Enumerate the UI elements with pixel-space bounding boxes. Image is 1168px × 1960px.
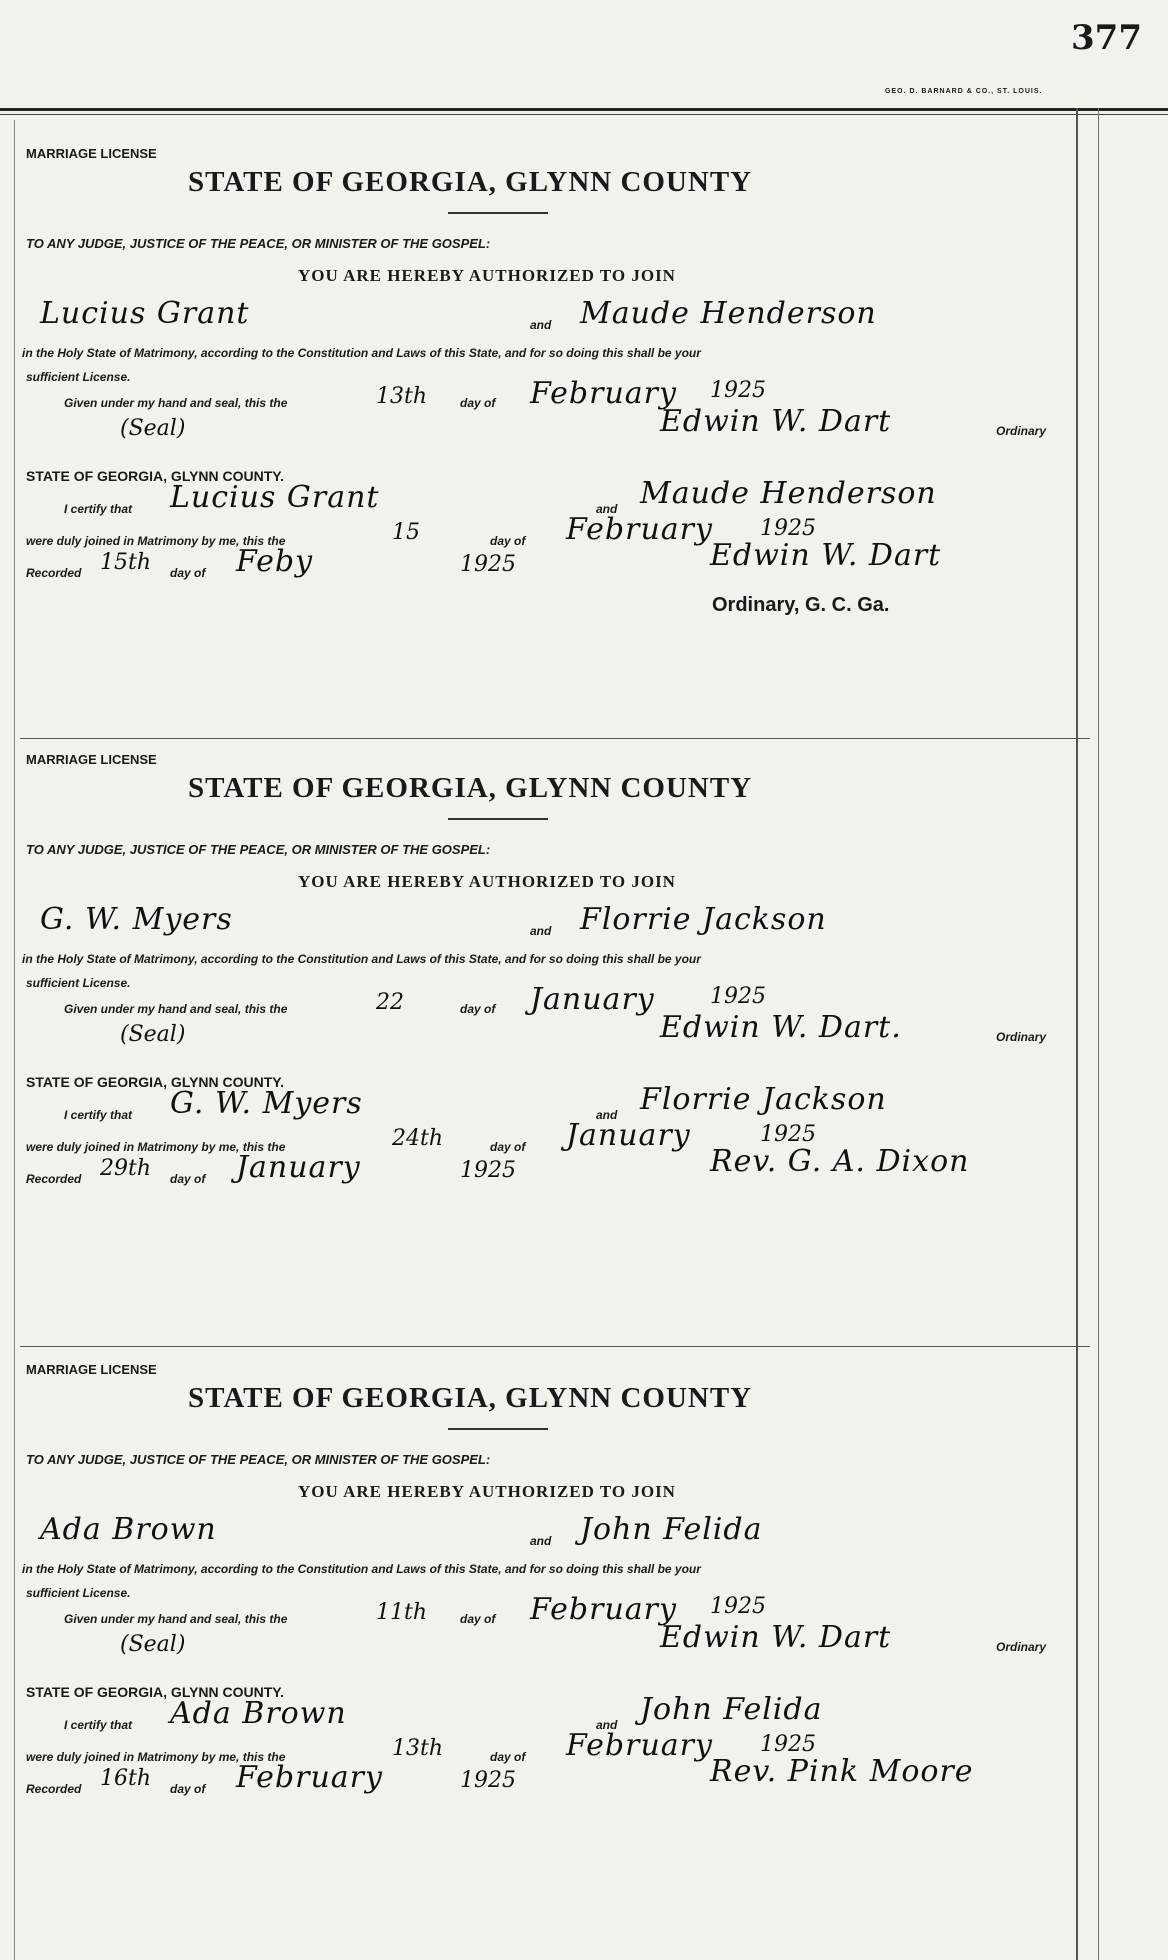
joined-text: were duly joined in Matrimony by me, this the [26,534,286,548]
and-label: and [530,318,552,332]
cert-party1: G. W. Myers [170,1086,363,1121]
cert-party1: Ada Brown [170,1696,347,1731]
officiant-signature: Rev. Pink Moore [710,1754,974,1789]
day-of-label: day of [460,1002,496,1016]
given-text: Given under my hand and seal, this the [64,1612,288,1626]
seal-mark: (Seal) [120,416,186,441]
ordinary-label: Ordinary [996,424,1047,438]
seal-mark: (Seal) [120,1632,186,1657]
matrimony-text: in the Holy State of Matrimony, according to the Constitution and Laws of this State, and for so doing this shall be your [22,952,701,966]
title-rule [448,212,548,214]
cert-and-label: and [596,502,618,516]
given-year: 1925 [710,1594,766,1619]
seal-mark: (Seal) [120,1022,186,1047]
officiant-signature: Edwin W. Dart [710,538,942,573]
ordinary-signature: Edwin W. Dart [660,1620,892,1655]
recorded-day: 16th [100,1766,152,1791]
top-rule [0,108,1168,111]
printer-mark: GEO. D. BARNARD & CO., ST. LOUIS. [885,88,1043,95]
joined-day: 13th [392,1736,444,1761]
license-heading: MARRIAGE LICENSE [26,752,157,767]
officiant-signature: Rev. G. A. Dixon [710,1144,970,1179]
right-margin-rule [1076,108,1078,1960]
recorded-month: February [236,1760,383,1795]
given-day: 13th [376,384,428,409]
ordinary-label: Ordinary [996,1030,1047,1044]
recorded-year: 1925 [460,1158,516,1183]
certificate-title: STATE OF GEORGIA, GLYNN COUNTY. [26,1074,284,1090]
cert-party2: Florrie Jackson [640,1082,887,1117]
authorized-line: YOU ARE HEREBY AUTHORIZED TO JOIN [298,872,676,891]
recorded-day: 15th [100,550,152,575]
party1-name: G. W. Myers [40,902,233,937]
recorded-label: Recorded [26,1172,82,1186]
given-month: February [530,376,677,411]
left-margin-rule [14,120,15,1960]
authorized-line: YOU ARE HEREBY AUTHORIZED TO JOIN [298,1482,676,1501]
party2-name: John Felida [580,1512,763,1547]
state-title: STATE OF GEORGIA, GLYNN COUNTY [188,772,753,804]
given-text: Given under my hand and seal, this the [64,1002,288,1016]
certify-label: I certify that [64,1718,133,1732]
license-heading: MARRIAGE LICENSE [26,146,157,161]
top-rule-thin [0,114,1168,115]
joined-month: January [566,1118,691,1153]
given-year: 1925 [710,378,766,403]
recorded-month: Feby [236,544,314,579]
certificate-title: STATE OF GEORGIA, GLYNN COUNTY. [26,468,284,484]
party2-name: Maude Henderson [580,296,877,331]
title-rule [448,818,548,820]
joined-day-of: day of [490,534,526,548]
cert-party1: Lucius Grant [170,480,380,515]
joined-text: were duly joined in Matrimony by me, this the [26,1140,286,1154]
cert-and-label: and [596,1718,618,1732]
given-day: 11th [376,1600,428,1625]
matrimony-text: in the Holy State of Matrimony, according to the Constitution and Laws of this State, and for so doing this shall be your [22,1562,701,1576]
recorded-label: Recorded [26,566,82,580]
recorded-month: January [236,1150,361,1185]
ordinary-label: Ordinary [996,1640,1047,1654]
recorded-day: 29th [100,1156,152,1181]
joined-month: February [566,1728,713,1763]
recorded-day-of: day of [170,1172,206,1186]
and-label: and [530,924,552,938]
license-separator [20,1346,1090,1347]
joined-day: 15 [392,520,420,545]
certify-label: I certify that [64,1108,133,1122]
cert-party2: John Felida [640,1692,823,1727]
party2-name: Florrie Jackson [580,902,827,937]
license-heading: MARRIAGE LICENSE [26,1362,157,1377]
joined-day-of: day of [490,1140,526,1154]
joined-year: 1925 [760,516,816,541]
joined-text: were duly joined in Matrimony by me, this the [26,1750,286,1764]
given-month: February [530,1592,677,1627]
given-text: Given under my hand and seal, this the [64,396,288,410]
recorded-year: 1925 [460,1768,516,1793]
day-of-label: day of [460,1612,496,1626]
certify-label: I certify that [64,502,133,516]
state-title: STATE OF GEORGIA, GLYNN COUNTY [188,1382,753,1414]
matrimony-text: in the Holy State of Matrimony, according to the Constitution and Laws of this State, and for so doing this shall be your [22,346,701,360]
joined-month: February [566,512,713,547]
right-margin-rule-outer [1098,108,1099,1960]
certificate-title: STATE OF GEORGIA, GLYNN COUNTY. [26,1684,284,1700]
joined-year: 1925 [760,1122,816,1147]
given-day: 22 [376,990,404,1015]
recorded-label: Recorded [26,1782,82,1796]
state-title: STATE OF GEORGIA, GLYNN COUNTY [188,166,753,198]
given-year: 1925 [710,984,766,1009]
recorded-day-of: day of [170,1782,206,1796]
joined-day-of: day of [490,1750,526,1764]
cert-and-label: and [596,1108,618,1122]
joined-year: 1925 [760,1732,816,1757]
to-line: TO ANY JUDGE, JUSTICE OF THE PEACE, OR MINISTER OF THE GOSPEL: [26,236,491,251]
to-line: TO ANY JUDGE, JUSTICE OF THE PEACE, OR MINISTER OF THE GOSPEL: [26,1452,491,1467]
recorded-year: 1925 [460,552,516,577]
page-number: 377 [1071,18,1142,58]
sufficient-license: sufficient License. [26,976,131,990]
recorded-day-of: day of [170,566,206,580]
cert-party2: Maude Henderson [640,476,937,511]
and-label: and [530,1534,552,1548]
joined-day: 24th [392,1126,444,1151]
to-line: TO ANY JUDGE, JUSTICE OF THE PEACE, OR MINISTER OF THE GOSPEL: [26,842,491,857]
party1-name: Ada Brown [40,1512,217,1547]
license-separator [20,738,1090,739]
ordinary-signature: Edwin W. Dart [660,404,892,439]
party1-name: Lucius Grant [40,296,250,331]
sufficient-license: sufficient License. [26,1586,131,1600]
sufficient-license: sufficient License. [26,370,131,384]
ordinary-stamp: Ordinary, G. C. Ga. [712,594,890,616]
title-rule [448,1428,548,1430]
given-month: January [530,982,655,1017]
authorized-line: YOU ARE HEREBY AUTHORIZED TO JOIN [298,266,676,285]
ordinary-signature: Edwin W. Dart. [660,1010,902,1045]
day-of-label: day of [460,396,496,410]
